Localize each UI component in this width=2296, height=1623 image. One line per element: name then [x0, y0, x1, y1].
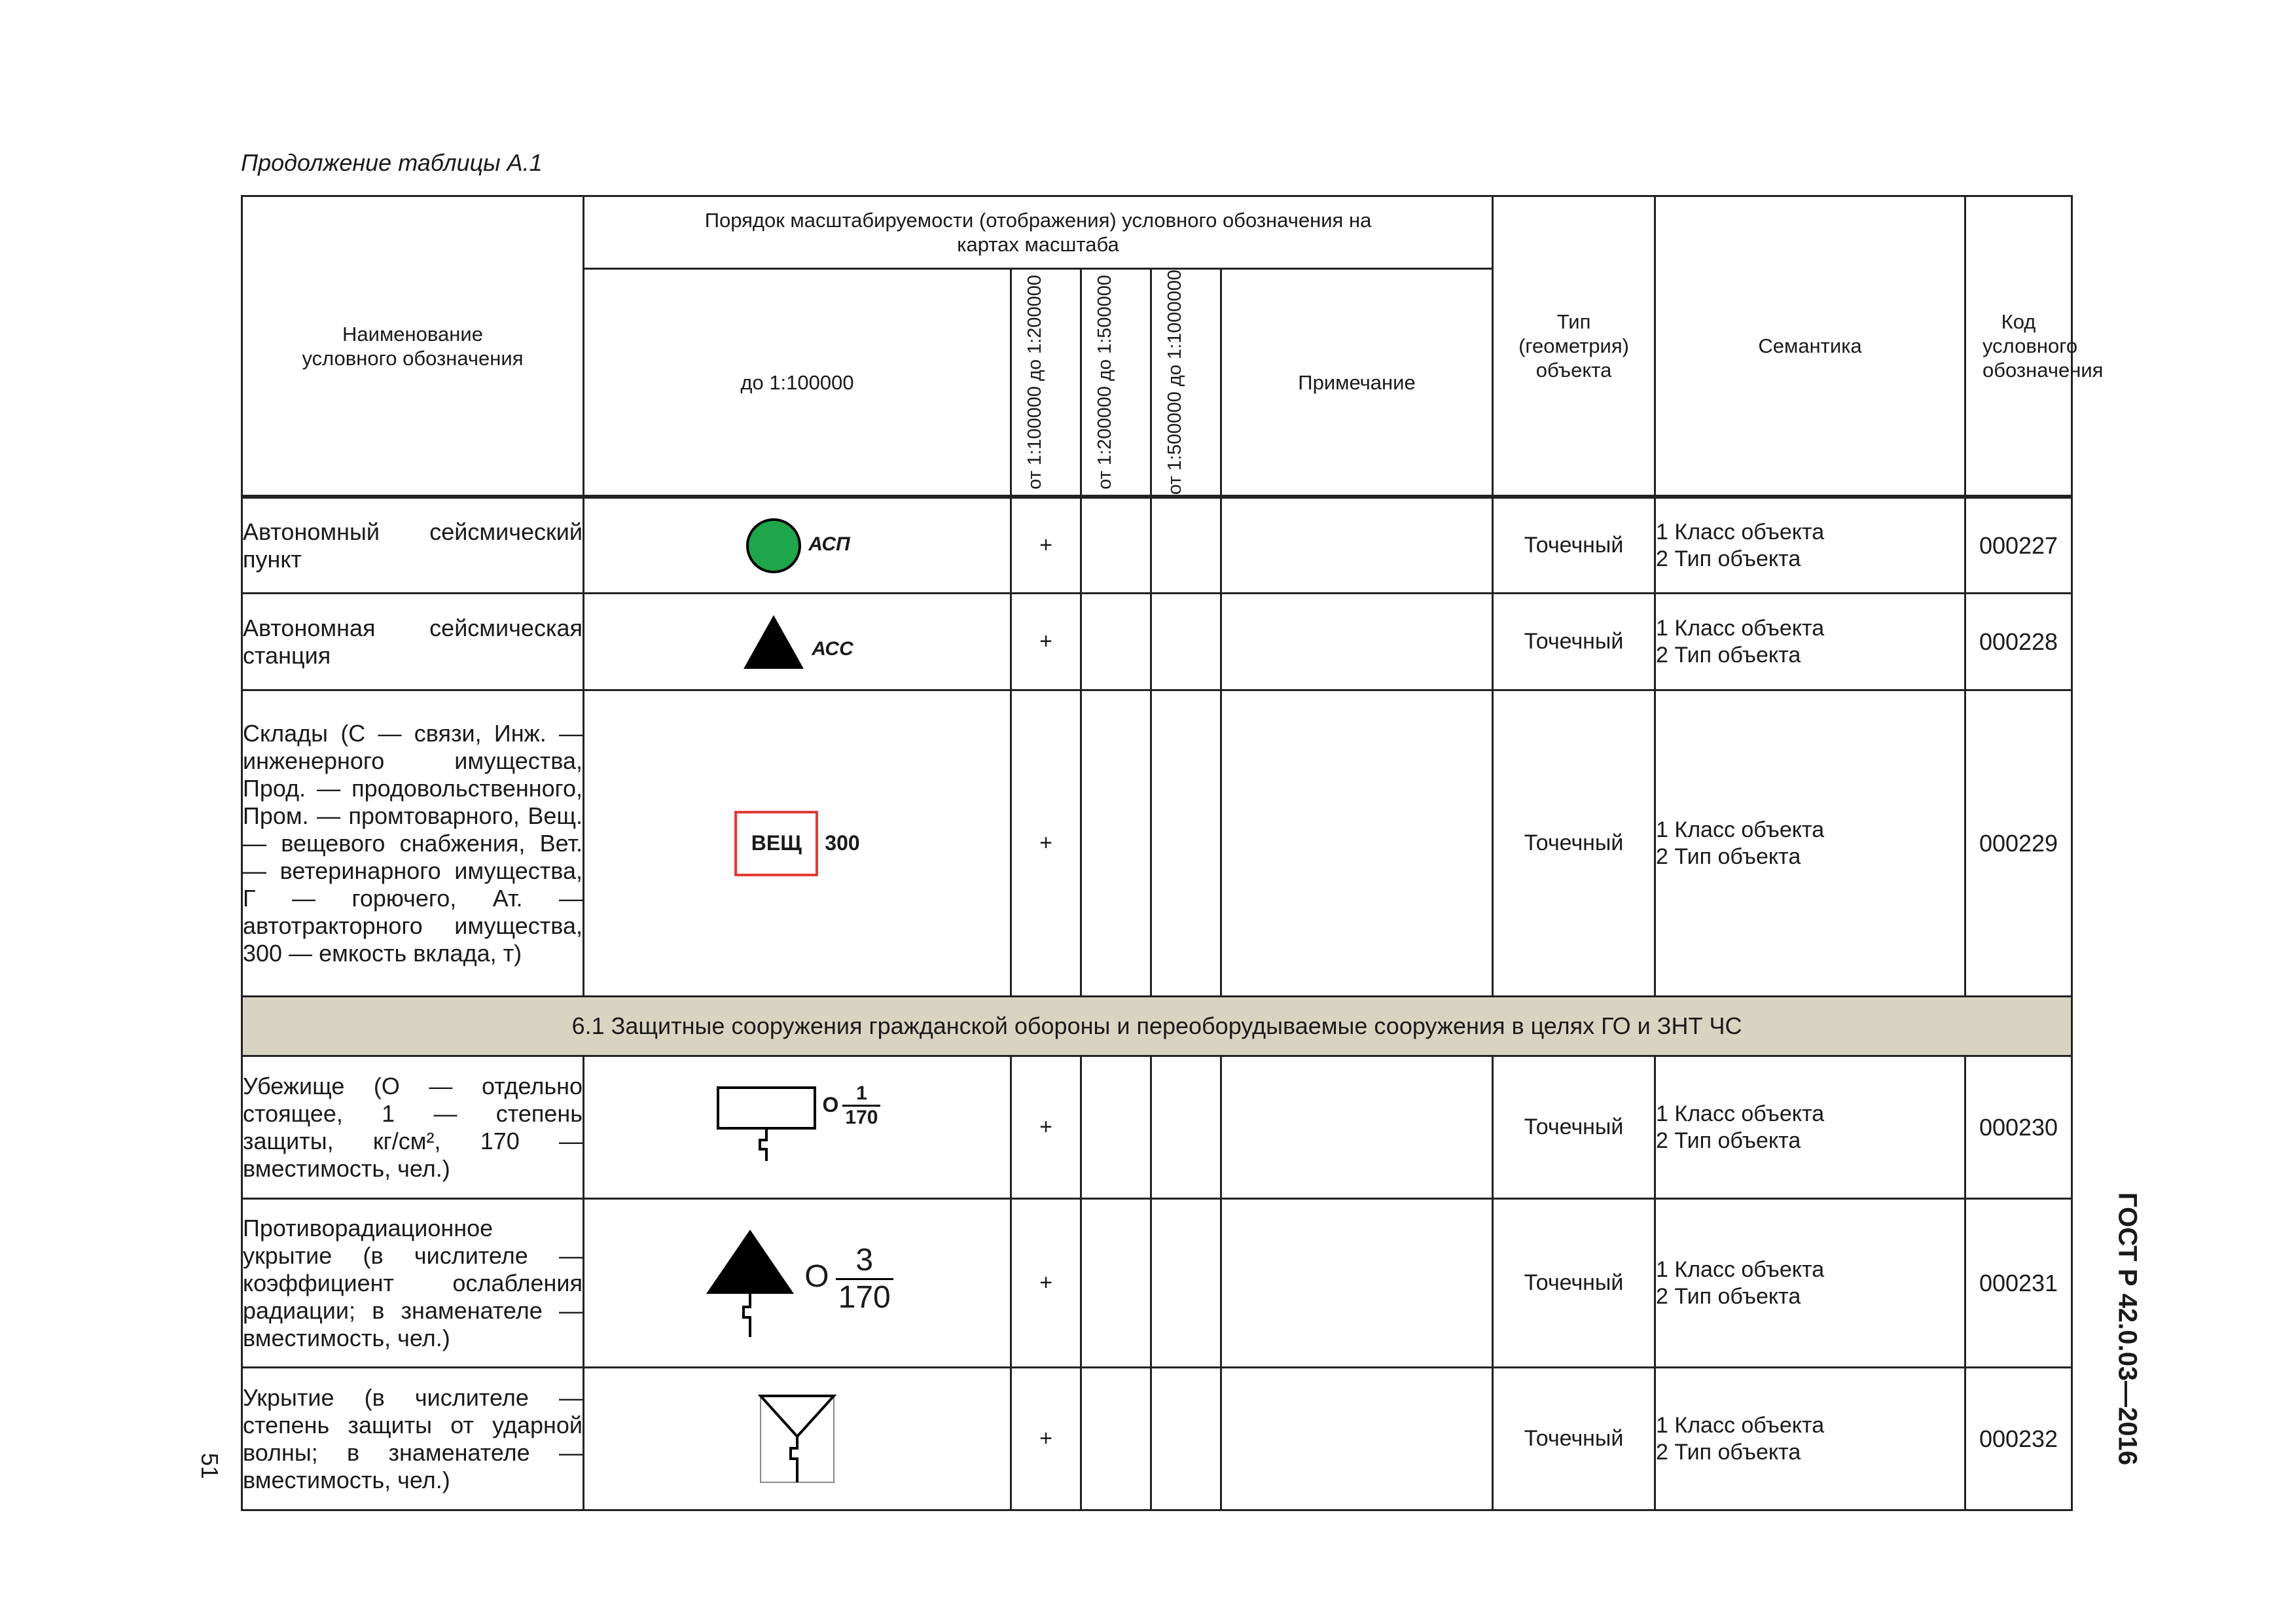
symbol-prefix: О [804, 1258, 829, 1294]
row-symbol [584, 498, 1011, 594]
header-scale-3: от 1:200000 до 1:500000 [1081, 269, 1151, 496]
symbol-prefix: О [822, 1092, 839, 1116]
row-semantics: 1 Класс объекта 2 Тип объекта [1655, 594, 1965, 690]
document-title: ГОСТ Р 42.0.03—2016 [2113, 1192, 2142, 1465]
green-circle-icon [744, 516, 803, 575]
row-semantics: 1 Класс объекта 2 Тип объекта [1655, 498, 1965, 594]
black-triangle-icon [741, 613, 806, 671]
table-row [242, 1368, 2072, 1510]
symbol-label: АСП [808, 533, 850, 555]
header-semantics: Семантика [1655, 196, 1965, 496]
table-row [242, 594, 2072, 690]
header-scale-4: от 1:500000 до 1:1000000 [1151, 269, 1221, 496]
row-symbol [584, 1199, 1011, 1368]
header-name: Наименование условного обозначения [242, 196, 584, 496]
header-note: Примечание [1221, 269, 1493, 496]
table-row [242, 690, 2072, 997]
cover-icon [758, 1393, 836, 1485]
symbol-fraction: $\frac{3}{170}$ [836, 1243, 893, 1315]
row-semantics: 1 Класс объекта 2 Тип объекта [1655, 1056, 1965, 1199]
table-row [242, 1199, 2072, 1368]
row-scale-mark: + [1011, 690, 1081, 997]
row-name: Противорадиационное укрытие (в числителе — коэффициент ослабления радиации; в знаменателе — вместимость, чел.) [242, 1199, 584, 1368]
row-symbol [584, 1056, 1011, 1199]
row-scale-mark: + [1011, 594, 1081, 690]
symbol-label: АСС [812, 637, 853, 660]
header-code: Код условного обозначения [1965, 196, 2072, 496]
shelter-icon [714, 1084, 819, 1162]
header-scale-1: до 1:100000 [584, 269, 1011, 496]
symbol-fraction: $\frac{1}{170}$ [842, 1082, 880, 1129]
table-caption: Продолжение таблицы А.1 [241, 149, 543, 176]
warehouse-box-icon: ВЕЩ [734, 811, 818, 876]
row-type: Точечный [1493, 1368, 1655, 1510]
table-row [242, 1056, 2072, 1199]
section-row [242, 997, 2072, 1056]
row-type: Точечный [1493, 690, 1655, 997]
row-name: Автономный сейсмический пункт [242, 498, 584, 594]
header-scale-2: от 1:100000 до 1:200000 [1011, 269, 1081, 496]
row-scale-mark: + [1011, 498, 1081, 594]
symbols-table [241, 195, 2104, 1511]
section-title: 6.1 Защитные сооружения гражданской обороны и переоборудываемые сооружения в целях ГО и ЗНТ ЧС [242, 997, 2072, 1056]
row-code: 000231 [1965, 1199, 2072, 1368]
row-code: 000232 [1965, 1368, 2072, 1510]
row-scale-mark: + [1011, 1199, 1081, 1368]
row-type: Точечный [1493, 1199, 1655, 1368]
row-name: Убежище (О — отдельно стоящее, 1 — степень защиты, кг/см², 170 — вместимость, чел.) [242, 1056, 584, 1199]
row-code: 000229 [1965, 690, 2072, 997]
symbol-capacity: 300 [825, 831, 860, 855]
row-semantics: 1 Класс объекта 2 Тип объекта [1655, 1368, 1965, 1510]
row-name: Склады (С — связи, Инж. — инженерного имущества, Прод. — продовольственного, Пром. — промтоварного, Вещ. — вещевого снабжения, Вет. — ветеринарного имущества, Г — горючего, Ат. — автотракторного имущества, 300 — емкость вклада, т) [242, 690, 584, 997]
row-code: 000228 [1965, 594, 2072, 690]
header-type: Тип (геометрия) объекта [1493, 196, 1655, 496]
header-scale-group: Порядок масштабируемости (отображения) условного обозначения на картах масштаба [584, 196, 1493, 269]
header-row-1 [242, 196, 2072, 269]
row-code: 000230 [1965, 1056, 2072, 1199]
row-semantics: 1 Класс объекта 2 Тип объекта [1655, 690, 1965, 997]
row-name: Автономная сейсмическая станция [242, 594, 584, 690]
row-semantics: 1 Класс объекта 2 Тип объекта [1655, 1199, 1965, 1368]
row-type: Точечный [1493, 594, 1655, 690]
row-type: Точечный [1493, 1056, 1655, 1199]
row-symbol [584, 594, 1011, 690]
row-code: 000227 [1965, 498, 2072, 594]
row-scale-mark: + [1011, 1368, 1081, 1510]
row-symbol [584, 1368, 1011, 1510]
radiation-shelter-icon [701, 1224, 799, 1342]
table-row [242, 498, 2072, 594]
row-scale-mark: + [1011, 1056, 1081, 1199]
row-type: Точечный [1493, 498, 1655, 594]
row-name: Укрытие (в числителе — степень защиты от ударной волны; в знаменателе — вместимость, чел.) [242, 1368, 584, 1510]
page-number: 51 [196, 1452, 223, 1480]
row-symbol [584, 690, 1011, 997]
